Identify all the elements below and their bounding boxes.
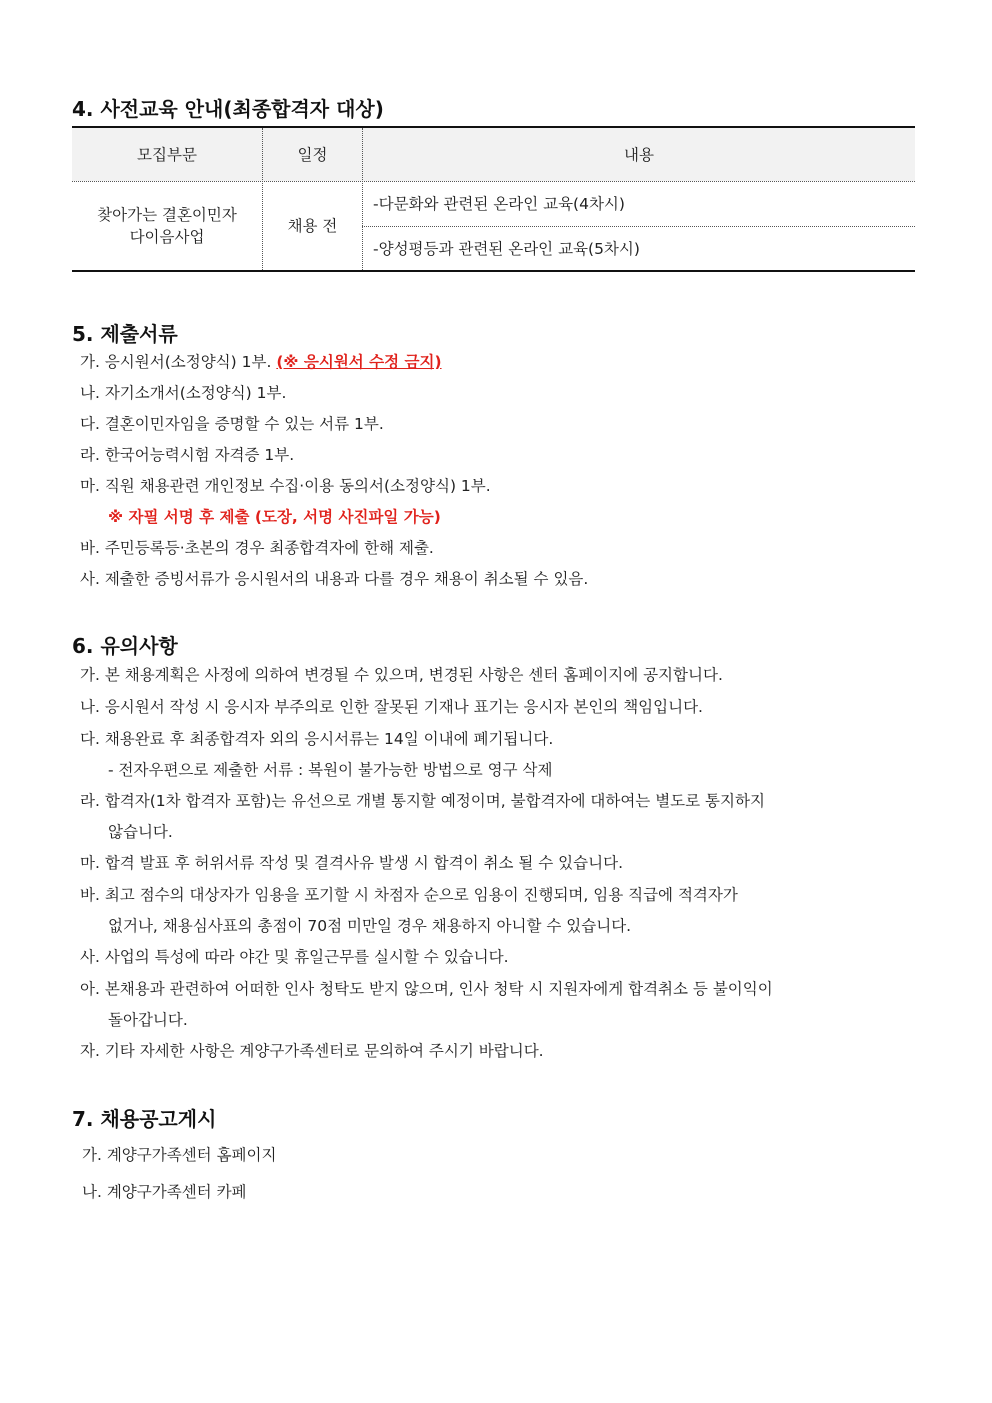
table-cell-content-2: -양성평등과 관련된 온라인 교육(5차시) (373, 239, 640, 258)
notice-item-na: 나. 응시원서 작성 시 응시자 부주의로 인한 잘못된 기재나 표기는 응시자 본인의 책임입니다. (80, 698, 703, 716)
posting-item-na: 나. 계양구가족센터 카페 (82, 1183, 247, 1201)
docs-item-na: 나. 자기소개서(소정양식) 1부. (80, 384, 287, 402)
notice-item-sa: 사. 사업의 특성에 따라 야간 및 휴일근무를 실시할 수 있습니다. (80, 948, 509, 966)
section-6-heading: 6. 유의사항 (72, 634, 178, 658)
docs-item-ma-warning: ※ 자필 서명 후 제출 (도장, 서명 사진파일 가능) (108, 508, 441, 526)
section-4-heading: 4. 사전교육 안내(최종합격자 대상) (72, 97, 384, 121)
notice-item-ra-line2: 않습니다. (108, 823, 173, 841)
table-cell-content-1: -다문화와 관련된 온라인 교육(4차시) (373, 195, 625, 213)
docs-item-da: 다. 결혼이민자임을 증명할 수 있는 서류 1부. (80, 415, 384, 433)
table-header-content: 내용 (624, 145, 654, 164)
posting-item-ga: 가. 계양구가족센터 홈페이지 (82, 1146, 277, 1164)
docs-item-ga: 가. 응시원서(소정양식) 1부. (※ 응시원서 수정 금지) (80, 353, 442, 371)
docs-item-ra: 라. 한국어능력시험 자격증 1부. (80, 446, 295, 464)
notice-item-ga: 가. 본 채용계획은 사정에 의하여 변경될 수 있으며, 변경된 사항은 센터 홈페이지에 공지합니다. (80, 666, 723, 684)
division-line-1: 찾아가는 결혼이민자 (97, 206, 237, 224)
section-5-heading: 5. 제출서류 (72, 322, 178, 346)
notice-item-ra-line1: 라. 합격자(1차 합격자 포함)는 유선으로 개별 통지할 예정이며, 불합격자에 대하여는 별도로 통지하지 (80, 792, 765, 810)
docs-item-ma: 마. 직원 채용관련 개인정보 수집·이용 동의서(소정양식) 1부. (80, 477, 491, 495)
docs-item-ba: 바. 주민등록등·초본의 경우 최종합격자에 한해 제출. (80, 539, 434, 557)
pre-education-table (72, 126, 915, 272)
docs-item-sa: 사. 제출한 증빙서류가 응시원서의 내용과 다를 경우 채용이 취소될 수 있음. (80, 570, 589, 588)
notice-item-ma: 마. 합격 발표 후 허위서류 작성 및 결격사유 발생 시 합격이 취소 될 수 있습니다. (80, 854, 623, 872)
table-cell-schedule: 채용 전 (287, 217, 338, 235)
section-7-heading: 7. 채용공고게시 (72, 1107, 217, 1131)
notice-item-ba-line1: 바. 최고 점수의 대상자가 임용을 포기할 시 차점자 순으로 임용이 진행되며, 임용 직급에 적격자가 (80, 886, 738, 904)
table-header-division: 모집부문 (137, 145, 197, 164)
notice-item-ja: 자. 기타 자세한 사항은 계양구가족센터로 문의하여 주시기 바랍니다. (80, 1042, 544, 1060)
notice-item-ba-line2: 없거나, 채용심사표의 총점이 70점 미만일 경우 채용하지 아니할 수 있습니다. (108, 917, 632, 935)
notice-item-a-line1: 아. 본채용과 관련하여 어떠한 인사 청탁도 받지 않으며, 인사 청탁 시 지원자에게 합격취소 등 불이익이 (80, 980, 773, 998)
notice-item-a-line2: 돌아갑니다. (108, 1011, 188, 1029)
division-line-2: 다이음사업 (129, 228, 205, 246)
notice-item-da: 다. 채용완료 후 최종합격자 외의 응시서류는 14일 이내에 폐기됩니다. (80, 730, 554, 748)
table-header-schedule: 일정 (297, 145, 328, 164)
docs-item-ga-warning: (※ 응시원서 수정 금지) (276, 353, 442, 371)
table-cell-division (72, 182, 262, 270)
notice-item-da-sub: - 전자우편으로 제출한 서류 : 복원이 불가능한 방법으로 영구 삭제 (108, 761, 553, 779)
